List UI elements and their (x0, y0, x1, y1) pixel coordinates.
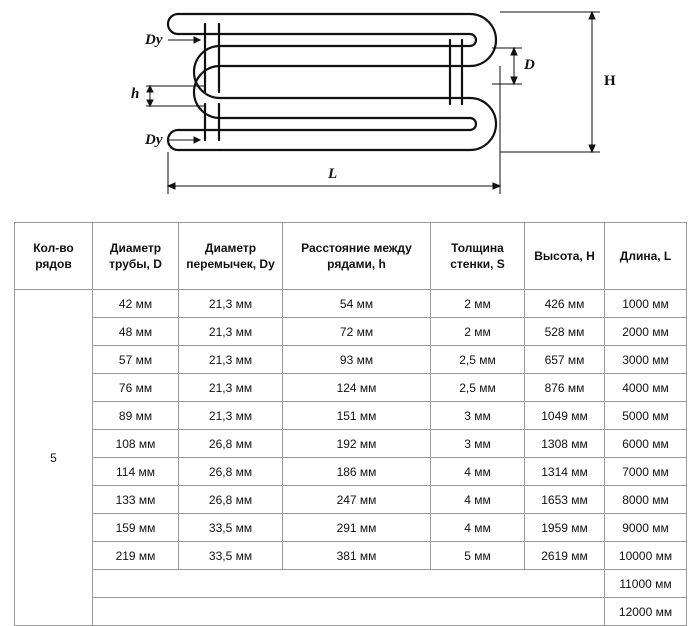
label-big-h: H (604, 73, 616, 89)
header-height-line1: Высота, H (534, 248, 595, 263)
specifications-table-wrapper (14, 222, 686, 626)
header-pipe-diameter-line1: Диаметр (109, 240, 162, 255)
cell-wall-thickness: 2,5 мм (431, 346, 525, 374)
header-row-spacing-line2: рядами, h (327, 257, 386, 271)
table-row-length-extra (15, 598, 687, 626)
label-h: h (131, 86, 140, 102)
header-rows-count (15, 223, 93, 290)
pipe-top-left-cap (168, 14, 178, 34)
cell-row-spacing: 247 мм (283, 486, 431, 514)
cell-pipe-diameter: 76 мм (93, 374, 179, 402)
table-row (15, 346, 687, 374)
cell-height: 1314 мм (525, 458, 605, 486)
cell-wall-thickness: 2,5 мм (431, 374, 525, 402)
label-dy-top: Dy (145, 32, 163, 48)
table-row (15, 290, 687, 318)
cell-length: 4000 мм (605, 374, 687, 402)
header-jumper-diameter-line1: Диаметр (204, 240, 257, 255)
cell-wall-thickness: 3 мм (431, 402, 525, 430)
register-schematic-svg (0, 0, 700, 208)
table-row (15, 430, 687, 458)
cell-pipe-diameter: 48 мм (93, 318, 179, 346)
table-row (15, 402, 687, 430)
cell-height: 1308 мм (525, 430, 605, 458)
dim-l-arrow-right (493, 183, 500, 189)
specifications-table (14, 222, 687, 626)
header-row-spacing (283, 223, 431, 290)
cell-row-spacing: 186 мм (283, 458, 431, 486)
cell-length: 8000 мм (605, 486, 687, 514)
cell-wall-thickness: 2 мм (431, 290, 525, 318)
cell-pipe-diameter: 42 мм (93, 290, 179, 318)
cell-row-spacing: 124 мм (283, 374, 431, 402)
cell-pipe-diameter: 114 мм (93, 458, 179, 486)
cell-row-spacing: 381 мм (283, 542, 431, 570)
cell-pipe-diameter: 57 мм (93, 346, 179, 374)
table-row (15, 542, 687, 570)
cell-wall-thickness: 4 мм (431, 458, 525, 486)
cell-jumper-diameter: 26,8 мм (179, 458, 283, 486)
cell-wall-thickness: 4 мм (431, 486, 525, 514)
pipe-top-inner (178, 34, 476, 46)
header-wall-thickness-line1: Толщина (451, 240, 504, 255)
header-rows-count-line1: Кол-во (33, 240, 74, 255)
dim-h-arrow-bottom (147, 100, 153, 106)
label-d: D (524, 57, 535, 73)
cell-jumper-diameter: 21,3 мм (179, 374, 283, 402)
cell-pipe-diameter: 89 мм (93, 402, 179, 430)
cell-length-extra: 11000 мм (605, 570, 687, 598)
dim-bigh-arrow-bottom (589, 145, 595, 152)
table-row (15, 458, 687, 486)
dim-d-arrow-top (511, 48, 517, 55)
table-row (15, 318, 687, 346)
header-row-spacing-line1: Расстояние между (301, 240, 412, 255)
pipe-top-outer (178, 14, 496, 66)
table-head (15, 223, 687, 290)
pipe-mid-right-bend-outer (220, 98, 496, 150)
cell-length: 3000 мм (605, 346, 687, 374)
dim-h-arrow-top (147, 86, 153, 92)
register-drawing (0, 0, 700, 208)
cell-empty (93, 598, 605, 626)
header-wall-thickness-line2: стенки, S (450, 257, 505, 271)
cell-length: 9000 мм (605, 514, 687, 542)
cell-row-spacing: 151 мм (283, 402, 431, 430)
cell-wall-thickness: 5 мм (431, 542, 525, 570)
pipe-mid-left-bend-inner (194, 46, 470, 98)
cell-height: 1049 мм (525, 402, 605, 430)
cell-jumper-diameter: 33,5 мм (179, 514, 283, 542)
cell-row-spacing: 291 мм (283, 514, 431, 542)
table-row (15, 374, 687, 402)
dim-d-arrow-bottom (511, 77, 517, 84)
cell-jumper-diameter: 21,3 мм (179, 402, 283, 430)
dim-bigh-arrow-top (589, 12, 595, 19)
cell-height: 657 мм (525, 346, 605, 374)
table-row (15, 514, 687, 542)
header-jumper-diameter (179, 223, 283, 290)
label-l: L (328, 166, 338, 182)
table-body (15, 290, 687, 626)
label-dy-bottom: Dy (145, 132, 163, 148)
cell-height: 1653 мм (525, 486, 605, 514)
header-length-line1: Длина, L (619, 248, 672, 263)
cell-rows-count: 5 (15, 290, 93, 626)
cell-length: 5000 мм (605, 402, 687, 430)
pipe-mid-left-bend-outer (194, 66, 470, 118)
cell-pipe-diameter: 159 мм (93, 514, 179, 542)
cell-pipe-diameter: 108 мм (93, 430, 179, 458)
table-row (15, 486, 687, 514)
cell-pipe-diameter: 133 мм (93, 486, 179, 514)
header-pipe-diameter-line2: трубы, D (109, 257, 162, 271)
pipe-mid-right-bend-inner (220, 118, 476, 130)
dim-l-arrow-left (168, 183, 175, 189)
cell-jumper-diameter: 26,8 мм (179, 430, 283, 458)
table-row-length-extra (15, 570, 687, 598)
cell-row-spacing: 93 мм (283, 346, 431, 374)
header-rows-count-line2: рядов (35, 257, 72, 271)
dim-dy-top-arrow (194, 37, 200, 43)
header-length (605, 223, 687, 290)
cell-height: 528 мм (525, 318, 605, 346)
cell-length: 1000 мм (605, 290, 687, 318)
cell-length: 6000 мм (605, 430, 687, 458)
cell-row-spacing: 54 мм (283, 290, 431, 318)
cell-wall-thickness: 2 мм (431, 318, 525, 346)
cell-length: 10000 мм (605, 542, 687, 570)
cell-length: 2000 мм (605, 318, 687, 346)
cell-height: 2619 мм (525, 542, 605, 570)
dim-dy-bottom-arrow (194, 137, 200, 143)
cell-jumper-diameter: 33,5 мм (179, 542, 283, 570)
table-header-row (15, 223, 687, 290)
cell-length-extra: 12000 мм (605, 598, 687, 626)
cell-jumper-diameter: 21,3 мм (179, 290, 283, 318)
cell-empty (93, 570, 605, 598)
cell-height: 1959 мм (525, 514, 605, 542)
cell-wall-thickness: 4 мм (431, 514, 525, 542)
cell-row-spacing: 192 мм (283, 430, 431, 458)
cell-wall-thickness: 3 мм (431, 430, 525, 458)
header-pipe-diameter (93, 223, 179, 290)
cell-pipe-diameter: 219 мм (93, 542, 179, 570)
cell-height: 876 мм (525, 374, 605, 402)
cell-row-spacing: 72 мм (283, 318, 431, 346)
cell-jumper-diameter: 26,8 мм (179, 486, 283, 514)
header-height (525, 223, 605, 290)
cell-length: 7000 мм (605, 458, 687, 486)
cell-height: 426 мм (525, 290, 605, 318)
cell-jumper-diameter: 21,3 мм (179, 346, 283, 374)
header-jumper-diameter-line2: перемычек, Dy (186, 257, 275, 271)
cell-jumper-diameter: 21,3 мм (179, 318, 283, 346)
header-wall-thickness (431, 223, 525, 290)
